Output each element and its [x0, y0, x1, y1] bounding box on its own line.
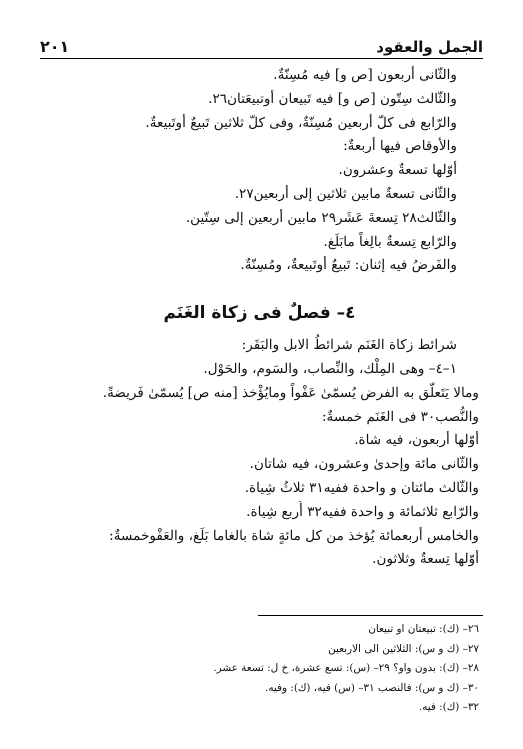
text-line: والثّالث٢٨ تِسعةَ عَشَر٢٩ مابين أربعين إلى سِتّين. [185, 209, 457, 226]
text-line: والثّانى أربعون [ص و] فيه مُسِنّةٌ. [273, 67, 457, 83]
footnote: ٣٢– (ك): فيه. [418, 701, 479, 713]
text-line: والثّالث مائتان و واحدة ففيه٣١ ثلاثُ شِياة. [244, 479, 479, 496]
footnotes [40, 620, 479, 718]
text-line: والثّالث سِتّون [ص و] فيه تَبيعان أوتبيعَتان٢٦. [208, 90, 457, 107]
text-line: والرّابع فى كلّ أربعين مُسِنّةٌ، وفى كلّ ثلاثين تَبيعٌ أوتَبيعةٌ. [145, 114, 457, 131]
text-line: والفَرضُ فيه إثنان: تَبيعٌ أوتَبيعةٌ، ومُسِنّةٌ. [240, 257, 457, 274]
text-line: والثّانى تسعةٌ مابين ثلاثين إلى أربعين٢٧. [234, 185, 457, 202]
footnote: ٢٦– (ك): تبيعتان او تبيعان [368, 623, 479, 635]
text-line: ومالا يَتَعلَّق به الفرض يُسمّىٰ عَفْواً ومايُؤْخذ [منه ص] يُسمّىٰ فَريضةً. [102, 384, 479, 401]
main-text [40, 64, 479, 572]
text-line: أوّلها تسعةٌ وعشرون. [338, 162, 457, 179]
section-heading: ٤– فصلٌ فى زكاة الغَنَم [163, 303, 356, 324]
text-line: والأوقاص فيها أربعةٌ: [343, 138, 457, 155]
footnote: ٢٨– (ك): بدون واو؟ ٢٩– (س): تسع عشرة، خ ل: تسعة عشر. [213, 662, 479, 674]
footnote: ٣٠– (ك و س): فالنصب ٣١– (س) فيه، (ك): وفيه. [265, 681, 479, 694]
text-line: والرّابع تِسعةٌ بالِغاً مابَلَغ. [323, 233, 457, 250]
text-line: والخامس أربعمائة يُؤخذ من كل مائةٍ شاة بالغاما بَلَغ، والعَفْوخمسةٌ: [109, 527, 479, 544]
text-line: والنُّصب٣٠ فى الغَنَم خمسةٌ: [321, 408, 479, 425]
text-line: أوّلها تِسعةٌ وثلاثون. [372, 551, 479, 568]
text-line: والثّانى مائة وإحدىٰ وعشرون، فيه شاتان. [249, 456, 479, 473]
footnote: ٢٧– (ك و س): الثلاثين الى الاربعين [328, 642, 479, 655]
text-line: ١–٤– وهى المِلْك، والنِّصاب، والسَوم، والحَوْل. [203, 360, 457, 377]
header-title: الجمل والعقود [376, 38, 483, 56]
text-line: أوّلها أربعون، فيه شاة. [354, 432, 479, 449]
running-header [40, 32, 483, 59]
footnote-divider [258, 615, 483, 616]
page-number: ٢٠١ [40, 37, 70, 56]
text-line: شرائط زكاة الغَنَم شرائطُ الابل والبَقَر: [241, 337, 457, 354]
text-line: والرّابع ثلاثمائة و واحدة ففيه٣٢ أُربع شِياة. [246, 503, 479, 520]
